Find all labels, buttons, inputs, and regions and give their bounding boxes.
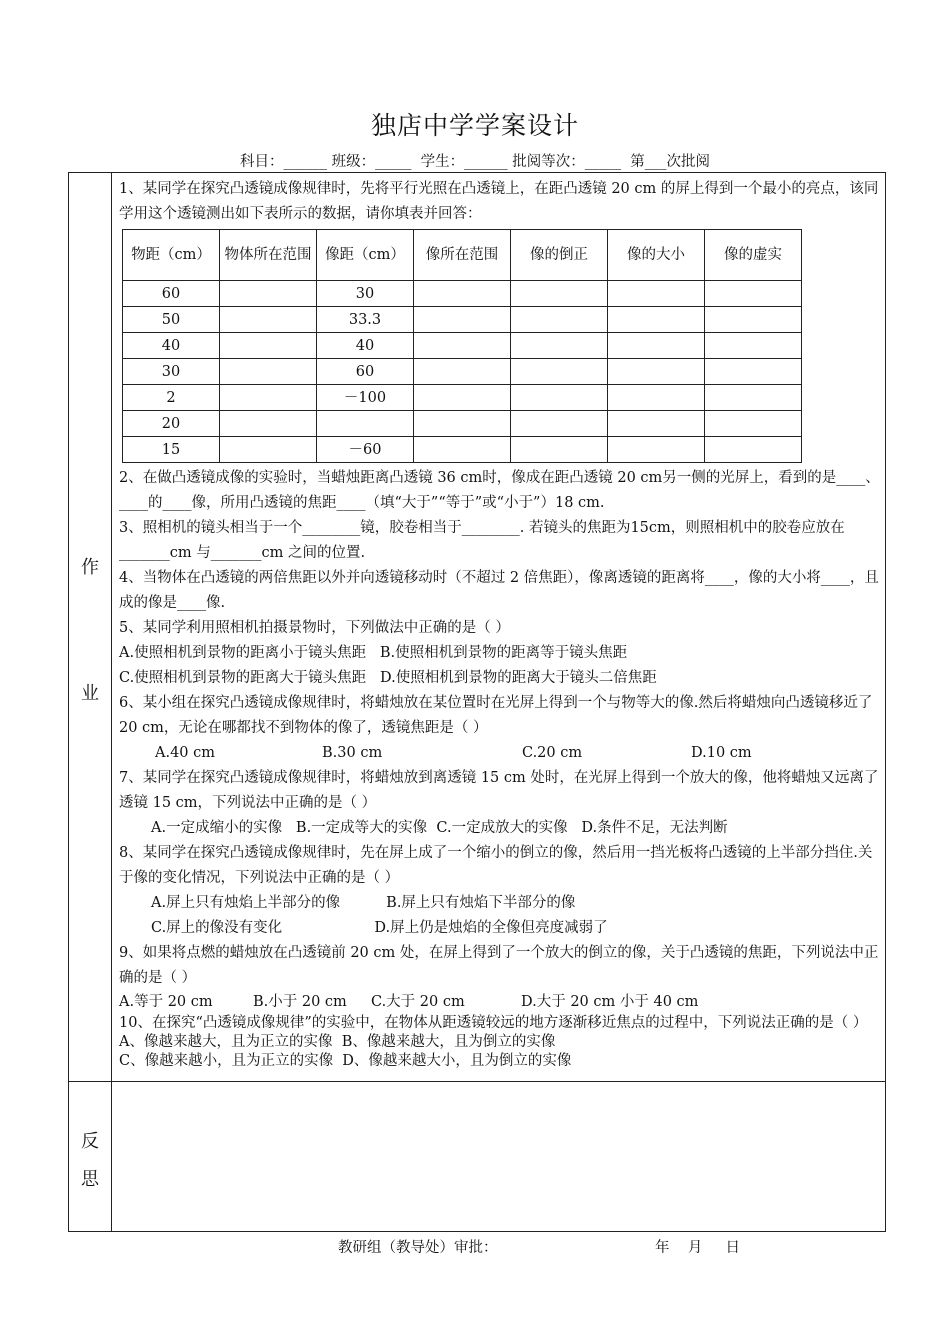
table-row — [123, 281, 802, 307]
question-1: 1、某同学在探究凸透镜成像规律时，先将平行光照在凸透镜上，在距凸透镜 20 cm 的屏上得到一个最小的亮点，该同学用这个透镜测出如下表所示的数据，请你填表并回答： — [119, 181, 879, 222]
table-cell — [511, 437, 608, 463]
table-cell — [220, 281, 317, 307]
table-row — [123, 359, 802, 385]
table-cell — [511, 281, 608, 307]
table-cell — [608, 437, 705, 463]
table-cell — [705, 359, 802, 385]
table-cell — [608, 333, 705, 359]
table-cell — [220, 385, 317, 411]
table-cell — [220, 359, 317, 385]
table-cell: 30 — [123, 359, 220, 385]
table-cell — [511, 411, 608, 437]
table-cell — [414, 359, 511, 385]
question-10: 10、在探究“凸透镜成像规律”的实验中，在物体从距透镜较远的地方逐渐移近焦点的过程中，下列说法正确的是（ ） — [119, 1015, 868, 1031]
table-cell — [317, 411, 414, 437]
homework-content — [119, 177, 881, 1071]
q6-options — [119, 741, 881, 766]
table-header: 物体所在范围 — [220, 230, 317, 281]
page-title: 独店中学学案设计 — [370, 111, 579, 140]
q10-options-line-2: C、像越来越小，且为正立的实像 D、像越来越大小，且为倒立的实像 — [119, 1053, 572, 1069]
table-cell — [511, 385, 608, 411]
table-cell — [608, 385, 705, 411]
question-2: 2、在做凸透镜成像的实验时，当蜡烛距离凸透镜 36 cm时，像成在距凸透镜 20 cm另一侧的光屏上，看到的是____、____的____像，所用凸透镜的焦距____（填“大于”“等于”或“小于”）18 cm. — [119, 470, 880, 511]
table-row — [123, 385, 802, 411]
table-cell: －100 — [317, 385, 414, 411]
table-header: 像所在范围 — [414, 230, 511, 281]
table-cell — [414, 307, 511, 333]
q9-option-d: D.大于 20 cm 小于 40 cm — [521, 994, 699, 1010]
table-cell — [511, 307, 608, 333]
column-divider — [111, 173, 112, 1231]
table-cell: 15 — [123, 437, 220, 463]
table-cell — [608, 307, 705, 333]
table-cell — [608, 411, 705, 437]
table-cell: 2 — [123, 385, 220, 411]
section-divider — [69, 1081, 885, 1082]
side-label-reflect-1: 反 — [81, 1131, 99, 1152]
table-cell — [220, 333, 317, 359]
side-label-reflect-2: 思 — [81, 1169, 99, 1190]
table-row — [123, 411, 802, 437]
table-row — [123, 307, 802, 333]
q8-options-line-1: A.屏上只有烛焰上半部分的像 B.屏上只有烛焰下半部分的像 — [151, 895, 576, 911]
table-cell — [705, 437, 802, 463]
table-cell: 50 — [123, 307, 220, 333]
table-header: 像的大小 — [608, 230, 705, 281]
question-8: 8、某同学在探究凸透镜成像规律时，先在屏上成了一个缩小的倒立的像，然后用一挡光板将凸透镜的上半部分挡住.关于像的变化情况，下列说法中正确的是（ ） — [119, 845, 873, 886]
table-header-row — [123, 230, 802, 281]
table-cell: －60 — [317, 437, 414, 463]
q9-option-a: A.等于 20 cm — [119, 994, 213, 1010]
table-cell — [414, 385, 511, 411]
table-row — [123, 437, 802, 463]
table-cell — [705, 307, 802, 333]
table-cell — [705, 385, 802, 411]
q6-option-a: A.40 cm — [155, 745, 216, 761]
question-5: 5、某同学利用照相机拍摄景物时，下列做法中正确的是（ ） — [119, 620, 510, 636]
question-6: 6、某小组在探究凸透镜成像规律时，将蜡烛放在某位置时在光屏上得到一个与物等大的像.然后将蜡烛向凸透镜移近了 20 cm，无论在哪都找不到物体的像了，透镜焦距是（ ） — [119, 695, 873, 736]
table-cell — [511, 359, 608, 385]
q9-options — [119, 993, 881, 1014]
approval-date: 年 月 日 — [655, 1240, 740, 1256]
table-cell — [220, 307, 317, 333]
q9-option-c: C.大于 20 cm — [371, 994, 465, 1010]
table-cell: 20 — [123, 411, 220, 437]
table-cell — [414, 437, 511, 463]
worksheet-frame — [68, 172, 886, 1232]
table-cell — [414, 411, 511, 437]
q7-options: A.一定成缩小的实像 B.一定成等大的实像 C.一定成放大的实像 D.条件不足，无法判断 — [151, 820, 728, 836]
table-cell — [705, 281, 802, 307]
side-label-work-1: 作 — [81, 557, 99, 578]
table-cell — [608, 281, 705, 307]
table-cell — [414, 281, 511, 307]
question-3: 3、照相机的镜头相当于一个________镜，胶卷相当于________. 若镜头的焦距为15cm，则照相机中的胶卷应放在_______cm 与_______cm 之间的位置. — [119, 520, 845, 561]
table-cell: 40 — [317, 333, 414, 359]
q10-options-line-1: A、像越来越大，且为正立的实像 B、像越来越大，且为倒立的实像 — [119, 1034, 556, 1050]
q8-options-line-2: C.屏上的像没有变化 D.屏上仍是烛焰的全像但亮度减弱了 — [151, 920, 608, 936]
q5-options-line-1: A.使照相机到景物的距离小于镜头焦距 B.使照相机到景物的距离等于镜头焦距 — [119, 645, 628, 661]
table-header: 像的倒正 — [511, 230, 608, 281]
table-row — [123, 333, 802, 359]
approval-label: 教研组（教导处）审批： — [338, 1240, 498, 1256]
table-cell — [220, 411, 317, 437]
table-cell: 30 — [317, 281, 414, 307]
table-cell — [511, 333, 608, 359]
header-fields: 科目：______ 班级：_____ 学生：______ 批阅等次：_____ 第___次批阅 — [240, 154, 710, 170]
table-cell: 33.3 — [317, 307, 414, 333]
table-header: 物距（cm） — [123, 230, 220, 281]
q5-options-line-2: C.使照相机到景物的距离大于镜头焦距 D.使照相机到景物的距离大于镜头二倍焦距 — [119, 670, 657, 686]
table-cell — [705, 333, 802, 359]
table-header: 像距（cm） — [317, 230, 414, 281]
q6-option-c: C.20 cm — [522, 745, 583, 761]
question-9: 9、如果将点燃的蜡烛放在凸透镜前 20 cm 处，在屏上得到了一个放大的倒立的像，关于凸透镜的焦距，下列说法中正确的是（ ） — [119, 945, 879, 986]
q9-option-b: B.小于 20 cm — [253, 994, 347, 1010]
table-cell — [220, 437, 317, 463]
table-header: 像的虚实 — [705, 230, 802, 281]
q6-option-d: D.10 cm — [691, 745, 752, 761]
table-cell — [705, 411, 802, 437]
table-cell: 40 — [123, 333, 220, 359]
question-4: 4、当物体在凸透镜的两倍焦距以外并向透镜移动时（不超过 2 倍焦距），像离透镜的距离将____，像的大小将____，且成的像是____像. — [119, 570, 879, 611]
table-cell — [608, 359, 705, 385]
side-label-work-2: 业 — [81, 683, 99, 704]
lens-data-table — [122, 229, 802, 463]
table-cell: 60 — [123, 281, 220, 307]
q6-option-b: B.30 cm — [322, 745, 383, 761]
question-7: 7、某同学在探究凸透镜成像规律时，将蜡烛放到离透镜 15 cm 处时，在光屏上得到一个放大的像，他将蜡烛又远离了透镜 15 cm，下列说法中正确的是（ ） — [119, 770, 879, 811]
table-cell: 60 — [317, 359, 414, 385]
table-cell — [414, 333, 511, 359]
